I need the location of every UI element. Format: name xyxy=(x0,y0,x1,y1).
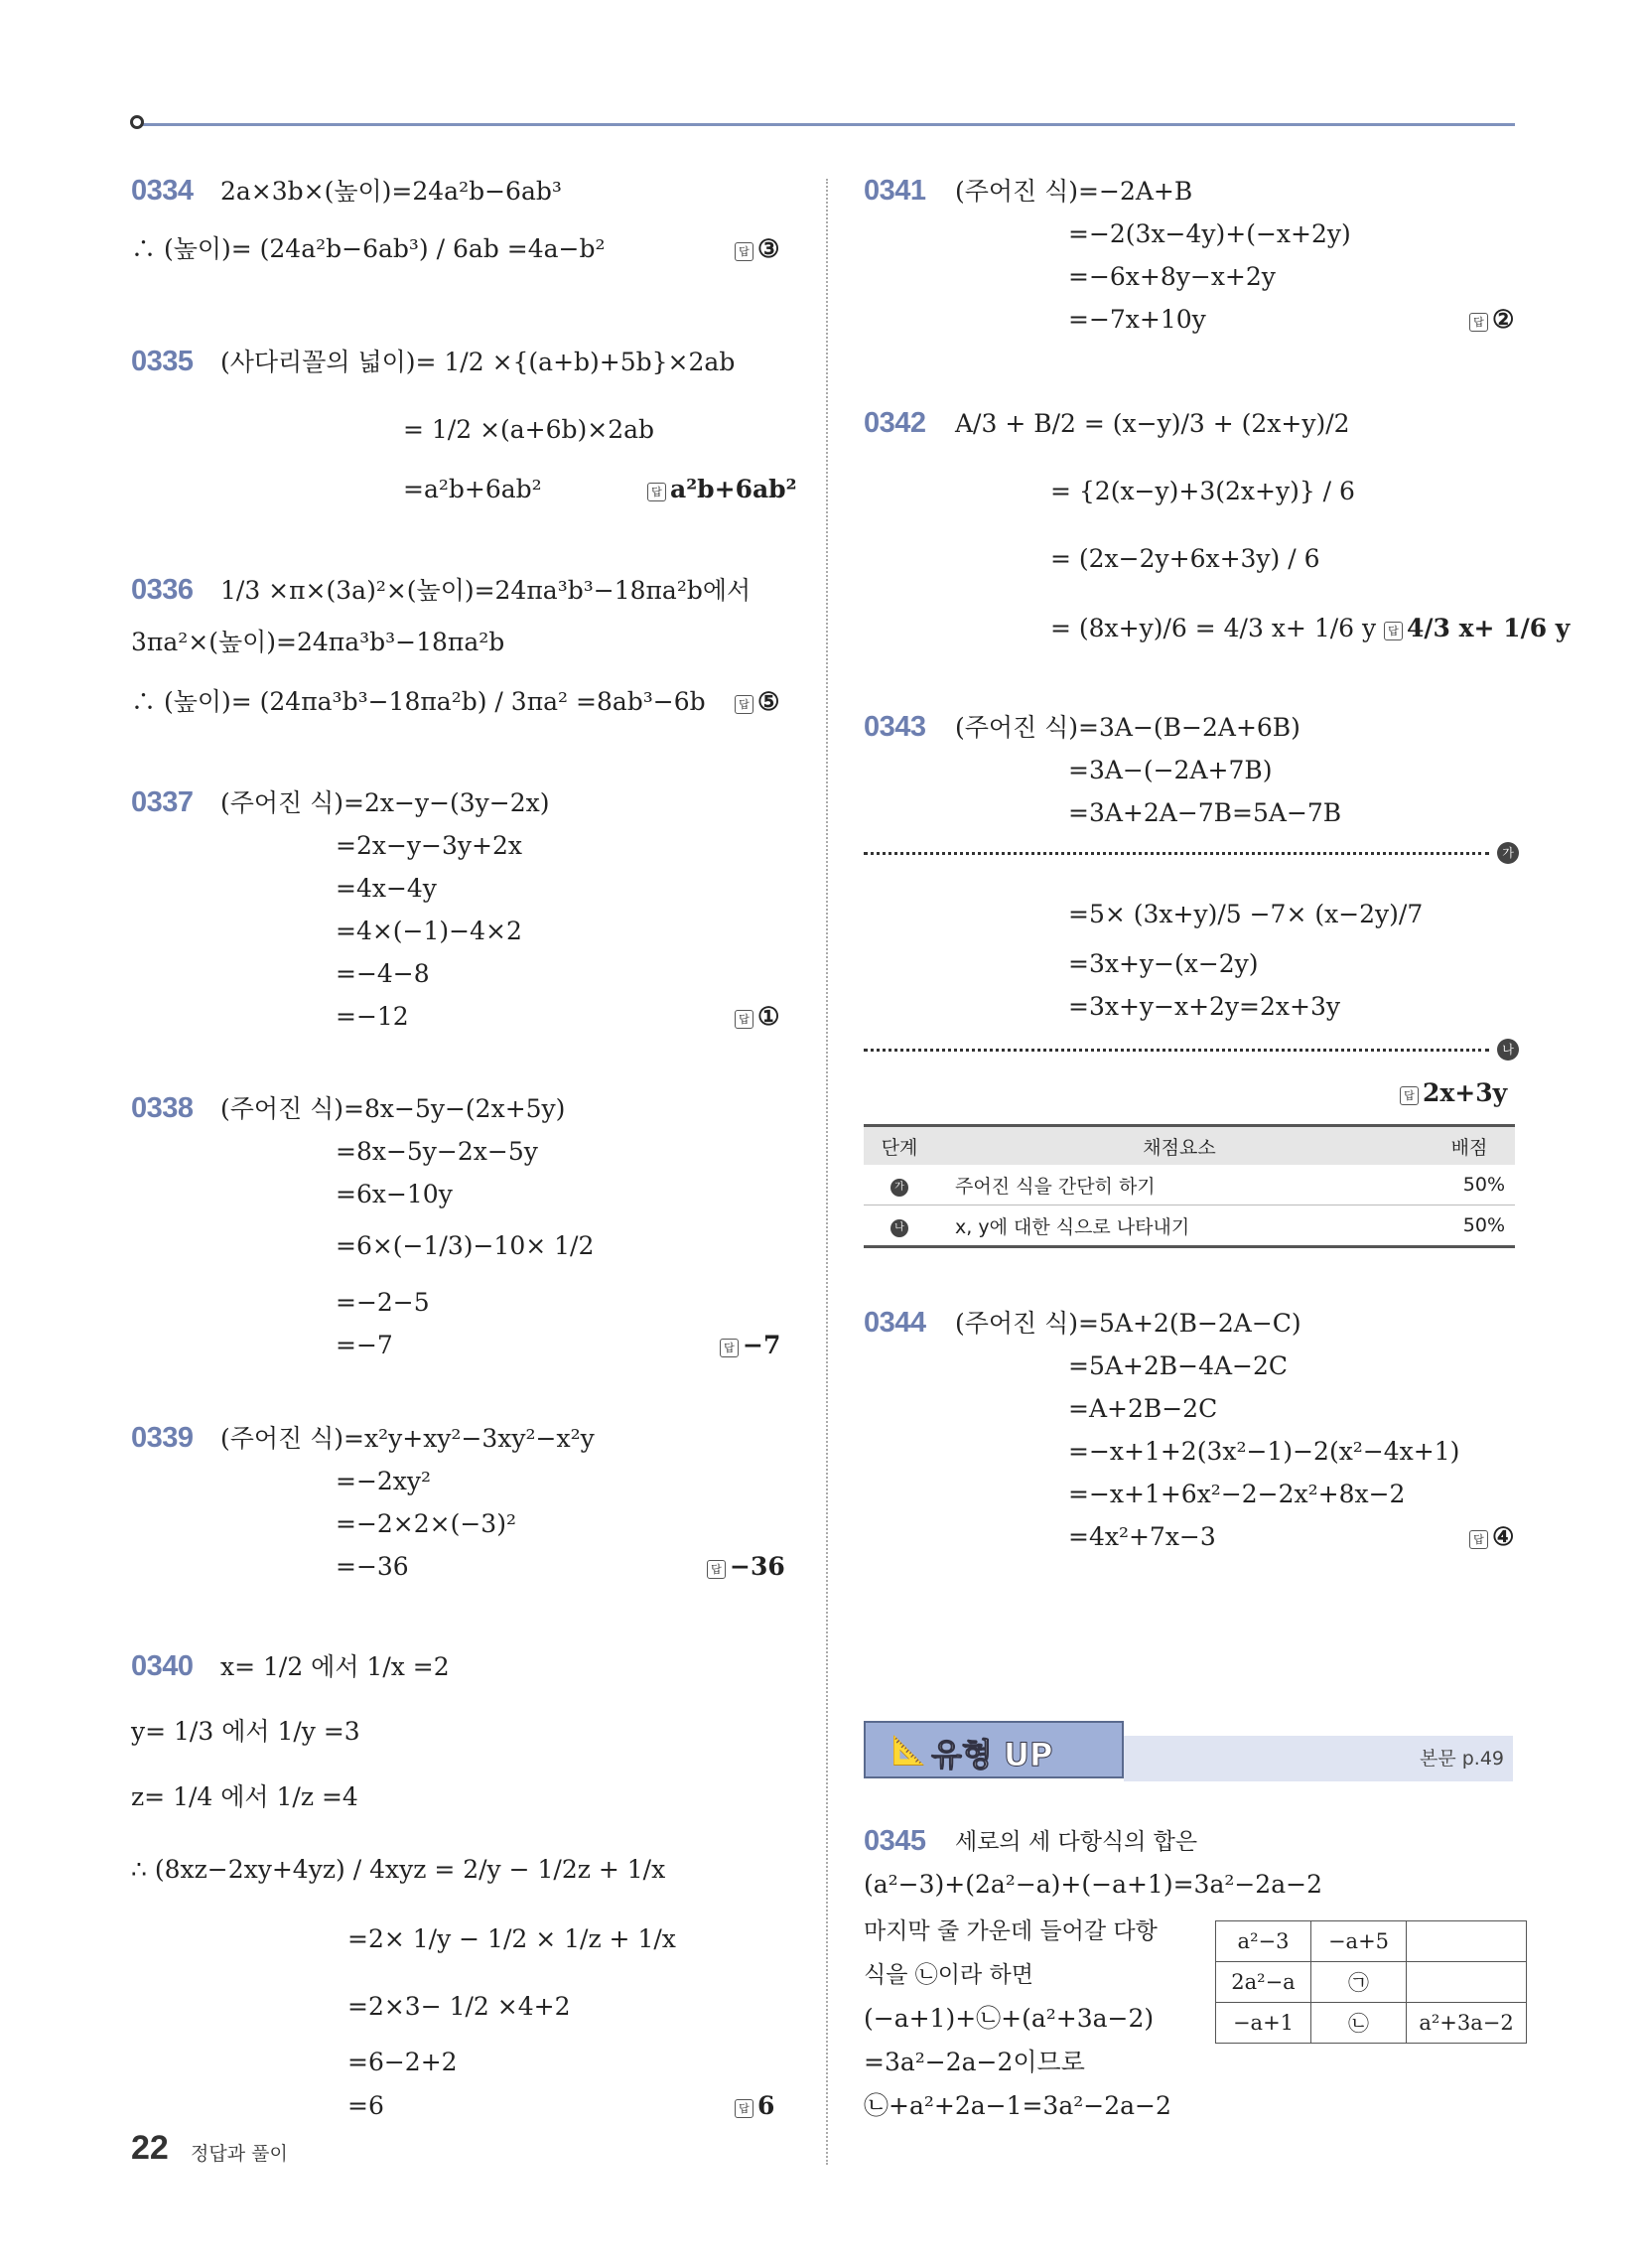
footer-label: 정답과 풀이 xyxy=(191,2143,288,2165)
solution-line: =6 xyxy=(347,2091,384,2120)
answer-icon: 답 xyxy=(1400,1086,1419,1105)
answer: 답 6 xyxy=(735,2091,774,2120)
solution-line: (주어진 식)=2x−y−(3y−2x) xyxy=(220,788,550,817)
solution-line: =4x²+7x−3 xyxy=(1068,1522,1216,1551)
solution-line: A/3 + B/2 = (x−y)/3 + (2x+y)/2 xyxy=(955,409,1350,438)
table-cell: x, y에 대한 식으로 나타내기 xyxy=(935,1205,1424,1247)
solution-line: = 1/2 ×(a+6b)×2ab xyxy=(403,415,655,444)
solution-line: =2×3− 1/2 ×4+2 xyxy=(347,1992,571,2021)
solution-line: =4x−4y xyxy=(336,874,437,903)
answer: 답 4/3 x+ 1/6 y xyxy=(1384,614,1570,642)
solution-line: = (2x−2y+6x+3y) / 6 xyxy=(1050,544,1320,573)
table-cell: −a+5 xyxy=(1311,1921,1407,1962)
table-cell: 50% xyxy=(1424,1165,1515,1205)
solution-line: (주어진 식)=8x−5y−(2x+5y) xyxy=(220,1094,566,1123)
solution-line: =2x−y−3y+2x xyxy=(336,831,522,860)
solution-line: =−36 xyxy=(336,1552,409,1581)
solution-line: =−6x+8y−x+2y xyxy=(1068,262,1276,291)
solution-line: =3x+y−(x−2y) xyxy=(1068,949,1259,978)
answer-icon: 답 xyxy=(720,1339,739,1357)
table-row xyxy=(1216,2003,1527,2044)
step-marker: 나 xyxy=(1497,1039,1519,1061)
scoring-table xyxy=(864,1124,1515,1248)
answer-icon: 답 xyxy=(1469,313,1488,332)
solution-line: =−7x+10y xyxy=(1068,305,1206,334)
solution-line: (a²−3)+(2a²−a)+(−a+1)=3a²−2a−2 xyxy=(864,1870,1322,1899)
solution-line: 1/3 ×π×(3a)²×(높이)=24πa³b³−18πa²b에서 xyxy=(220,576,752,605)
solution-line: = {2(x−y)+3(2x+y)} / 6 xyxy=(1050,477,1355,505)
solution-line: (주어진 식)=3A−(B−2A+6B) xyxy=(955,713,1300,742)
table-cell: 50% xyxy=(1424,1205,1515,1247)
answer: 답 ④ xyxy=(1469,1522,1514,1551)
problem-number: 0344 xyxy=(864,1307,926,1339)
table-header: 단계 xyxy=(864,1126,935,1166)
table-cell: 2a²−a xyxy=(1216,1962,1311,2003)
answer: 답 ① xyxy=(735,1002,779,1031)
solution-line: 마지막 줄 가운데 들어갈 다항 xyxy=(864,1918,1158,1944)
table-cell: −a+1 xyxy=(1216,2003,1311,2044)
solution-line: =−7 xyxy=(336,1331,393,1359)
table-cell: 주어진 식을 간단히 하기 xyxy=(935,1165,1424,1205)
answer-icon: 답 xyxy=(735,695,753,714)
answer-icon: 답 xyxy=(1469,1530,1488,1549)
solution-line: =3a²−2a−2이므로 xyxy=(864,2048,1085,2076)
answer: 답 a²b+6ab² xyxy=(647,475,797,503)
problem-number: 0342 xyxy=(864,407,926,439)
table-row xyxy=(864,1205,1515,1247)
solution-line: =6−2+2 xyxy=(347,2048,458,2076)
solution-line: =A+2B−2C xyxy=(1068,1394,1218,1423)
solution-line: =a²b+6ab² xyxy=(403,475,542,503)
solution-line: x= 1/2 에서 1/x =2 xyxy=(220,1652,450,1681)
solution-line: ∴ (높이)= (24a²b−6ab³) / 6ab =4a−b² xyxy=(131,234,606,263)
answer-icon: 답 xyxy=(735,2099,753,2118)
step-divider xyxy=(864,1049,1489,1052)
solution-line: =−12 xyxy=(336,1002,409,1031)
solution-line: y= 1/3 에서 1/y =3 xyxy=(131,1717,360,1746)
page-number: 22 xyxy=(131,2129,169,2167)
table-row xyxy=(1216,1921,1527,1962)
solution-line: =2× 1/y − 1/2 × 1/z + 1/x xyxy=(347,1924,676,1953)
header-dot xyxy=(130,115,144,129)
table-cell: a²+3a−2 xyxy=(1407,2003,1527,2044)
solution-line: (주어진 식)=−2A+B xyxy=(955,177,1193,206)
solution-line: =−x+1+2(3x²−1)−2(x²−4x+1) xyxy=(1068,1437,1460,1466)
table-cell xyxy=(1407,1921,1527,1962)
solution-line: ㉡+a²+2a−1=3a²−2a−2 xyxy=(864,2091,1171,2120)
answer: 답 −7 xyxy=(720,1331,780,1359)
solution-line: =6x−10y xyxy=(336,1180,453,1208)
polynomial-grid xyxy=(1215,1920,1527,2044)
solution-line: (−a+1)+㉡+(a²+3a−2) xyxy=(864,2004,1155,2033)
solution-line: =−4−8 xyxy=(336,959,430,988)
problem-number: 0336 xyxy=(131,574,194,606)
step-marker: 나 xyxy=(890,1219,908,1237)
answer: 답 ③ xyxy=(735,234,779,263)
answer-icon: 답 xyxy=(707,1560,726,1579)
solution-line: =6×(−1/3)−10× 1/2 xyxy=(336,1231,595,1260)
problem-number: 0339 xyxy=(131,1422,194,1454)
problem-number: 0340 xyxy=(131,1650,194,1682)
solution-line: =4×(−1)−4×2 xyxy=(336,917,522,945)
solution-line: =−x+1+6x²−2−2x²+8x−2 xyxy=(1068,1480,1406,1508)
solution-line: 세로의 세 다항식의 합은 xyxy=(955,1829,1198,1855)
solution-line: =3A+2A−7B=5A−7B xyxy=(1068,798,1342,827)
solution-line: =−2xy² xyxy=(336,1467,432,1495)
table-row xyxy=(864,1165,1515,1205)
answer: 답 ⑤ xyxy=(735,687,779,716)
solution-line: =5× (3x+y)/5 −7× (x−2y)/7 xyxy=(1068,900,1424,928)
problem-number: 0343 xyxy=(864,711,926,743)
solution-line: (사다리꼴의 넓이)= 1/2 ×{(a+b)+5b}×2ab xyxy=(220,348,736,376)
solution-line: =−2×2×(−3)² xyxy=(336,1509,516,1538)
answer-icon: 답 xyxy=(735,1010,753,1029)
table-header: 배점 xyxy=(1424,1126,1515,1166)
ruler-icon: 📐 xyxy=(891,1734,926,1767)
table-header: 채점요소 xyxy=(935,1126,1424,1166)
solution-line: z= 1/4 에서 1/z =4 xyxy=(131,1782,358,1811)
table-cell: ㉡ xyxy=(1311,2003,1407,2044)
header-rule xyxy=(137,123,1515,126)
solution-line: =−2−5 xyxy=(336,1288,430,1317)
solution-line: =−2(3x−4y)+(−x+2y) xyxy=(1068,219,1351,248)
answer: 답 ② xyxy=(1469,305,1514,334)
solution-line: =3A−(−2A+7B) xyxy=(1068,756,1273,784)
solution-line: =8x−5y−2x−5y xyxy=(336,1137,538,1166)
problem-number: 0345 xyxy=(864,1825,926,1857)
table-cell xyxy=(1407,1962,1527,2003)
column-divider xyxy=(826,179,828,2165)
table-cell: a²−3 xyxy=(1216,1921,1311,1962)
answer-icon: 답 xyxy=(647,483,666,501)
section-title: 유형 UP xyxy=(931,1736,1053,1773)
solution-line: ∴ (높이)= (24πa³b³−18πa²b) / 3πa² =8ab³−6b xyxy=(131,687,706,716)
problem-number: 0334 xyxy=(131,175,194,207)
problem-number: 0338 xyxy=(131,1092,194,1124)
answer: 답 −36 xyxy=(707,1552,785,1581)
solution-line: 식을 ㉡이라 하면 xyxy=(864,1962,1033,1988)
solution-line: (주어진 식)=5A+2(B−2A−C) xyxy=(955,1309,1301,1338)
solution-line: ∴ (8xz−2xy+4yz) / 4xyz = 2/y − 1/2z + 1/x xyxy=(131,1855,666,1884)
step-marker: 가 xyxy=(1497,842,1519,864)
page-reference: 본문 p.49 xyxy=(1420,1748,1505,1770)
problem-number: 0341 xyxy=(864,175,926,207)
table-row xyxy=(1216,1962,1527,2003)
answer: 답 2x+3y xyxy=(1400,1078,1507,1107)
problem-number: 0335 xyxy=(131,346,194,377)
solution-line: =5A+2B−4A−2C xyxy=(1068,1351,1289,1380)
solution-line: =3x+y−x+2y=2x+3y xyxy=(1068,992,1340,1021)
table-cell: ㉠ xyxy=(1311,1962,1407,2003)
solution-line: = (8x+y)/6 = 4/3 x+ 1/6 y xyxy=(1050,614,1377,642)
answer-icon: 답 xyxy=(735,242,753,261)
step-marker: 가 xyxy=(890,1179,908,1197)
step-divider xyxy=(864,852,1489,855)
solution-line: 2a×3b×(높이)=24a²b−6ab³ xyxy=(220,177,562,206)
solution-line: 3πa²×(높이)=24πa³b³−18πa²b xyxy=(131,628,505,656)
answer-icon: 답 xyxy=(1384,622,1403,640)
problem-number: 0337 xyxy=(131,786,194,818)
solution-line: (주어진 식)=x²y+xy²−3xy²−x²y xyxy=(220,1424,595,1453)
